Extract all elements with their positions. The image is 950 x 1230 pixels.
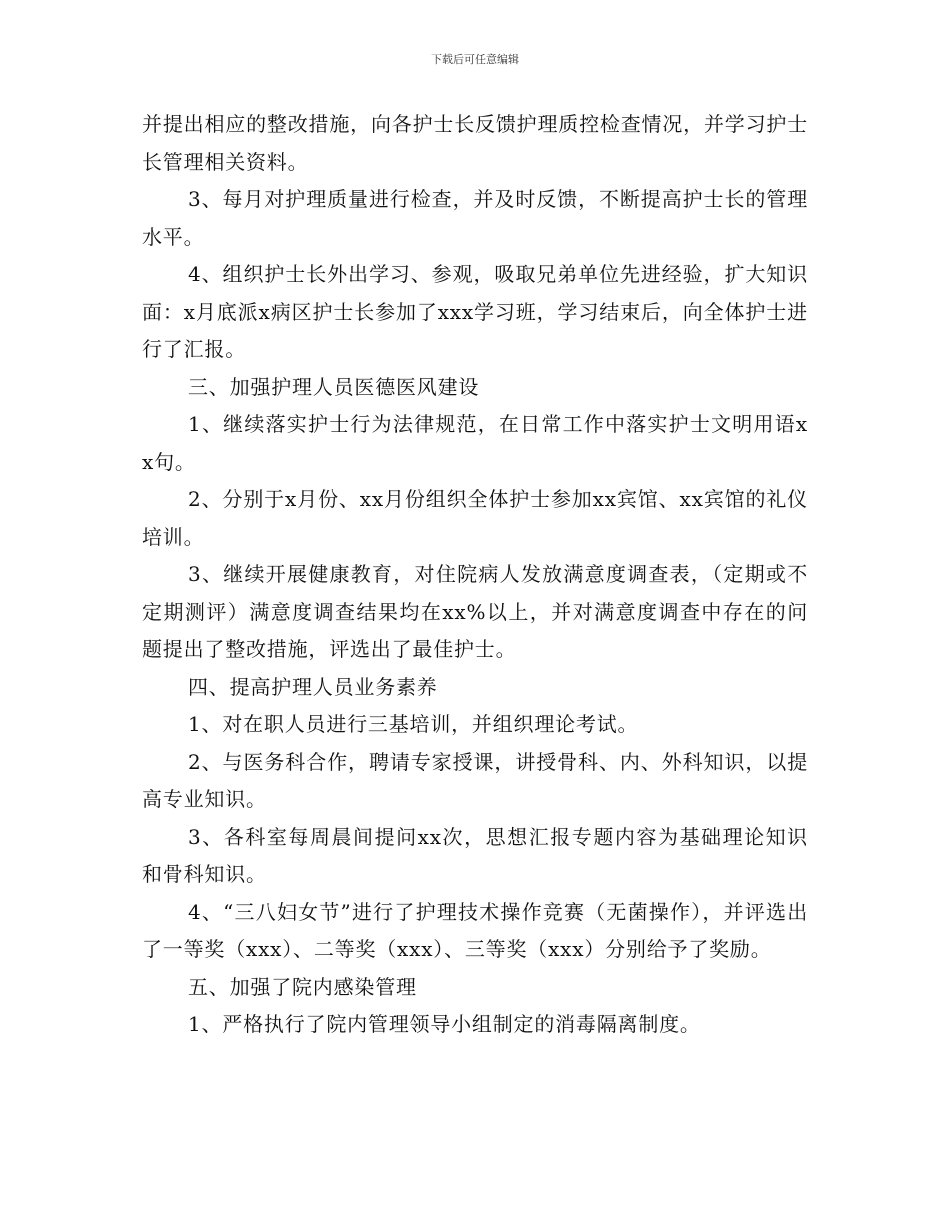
paragraph-item: 4、“三八妇女节”进行了护理技术操作竞赛（无菌操作），并评选出了一等奖（xxx）、二等奖（xxx）、三等奖（xxx）分别给予了奖励。	[142, 899, 808, 961]
paragraph-item: 1、对在职人员进行三基培训，并组织理论考试。	[188, 712, 639, 736]
page-header: 下载后可任意编辑	[431, 53, 519, 66]
paragraph-item: 2、与医务科合作，聘请专家授课，讲授骨科、内、外科知识，以提高专业知识。	[142, 749, 808, 811]
document-body	[142, 106, 808, 1044]
paragraph-item: 2、分别于x月份、xx月份组织全体护士参加xx宾馆、xx宾馆的礼仪培训。	[142, 487, 808, 549]
paragraph-continued: 并提出相应的整改措施，向各护士长反馈护理质控检查情况，并学习护士长管理相关资料。	[142, 112, 808, 174]
paragraph-item: 1、严格执行了院内管理领导小组制定的消毒隔离制度。	[188, 1012, 701, 1036]
paragraph-item: 3、各科室每周晨间提问xx次，思想汇报专题内容为基础理论知识和骨科知识。	[142, 824, 808, 886]
paragraph-item: 3、每月对护理质量进行检查，并及时反馈，不断提高护士长的管理水平。	[142, 187, 808, 249]
paragraph-item: 4、组织护士长外出学习、参观，吸取兄弟单位先进经验，扩大知识面：x月底派x病区护士长参加了xxx学习班，学习结束后，向全体护士进行了汇报。	[142, 262, 808, 361]
section-heading: 三、加强护理人员医德医风建设	[188, 374, 480, 399]
section-heading: 五、加强了院内感染管理	[188, 974, 417, 999]
paragraph-item: 1、继续落实护士行为法律规范，在日常工作中落实护士文明用语xx句。	[142, 412, 808, 474]
section-heading: 四、提高护理人员业务素养	[188, 674, 438, 699]
paragraph-item: 3、继续开展健康教育，对住院病人发放满意度调查表，（定期或不定期测评）满意度调查结果均在xx%以上，并对满意度调查中存在的问题提出了整改措施，评选出了最佳护士。	[142, 562, 808, 661]
